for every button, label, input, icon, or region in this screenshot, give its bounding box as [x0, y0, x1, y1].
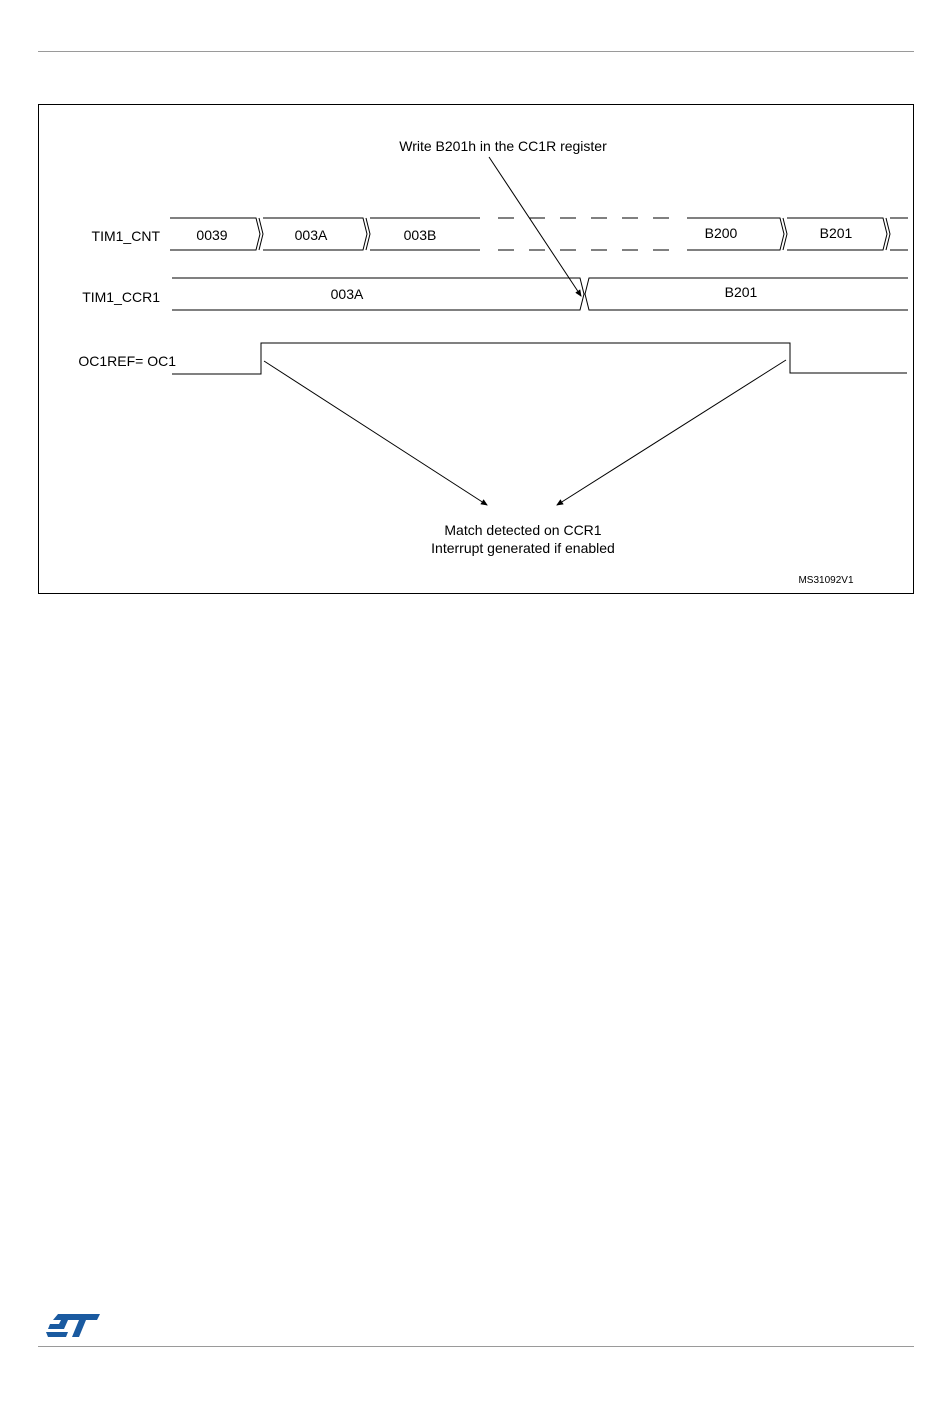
ccr-waveform — [172, 278, 908, 310]
write-arrow — [489, 157, 581, 296]
match-annotation-line1: Match detected on CCR1 — [444, 522, 602, 538]
cnt-signal-label: TIM1_CNT — [91, 228, 160, 244]
cnt-value-4: B201 — [819, 225, 853, 241]
cnt-value-3: B200 — [704, 225, 738, 241]
figure-id: MS31092V1 — [798, 575, 854, 586]
oc-signal-label: OC1REF= OC1 — [78, 353, 176, 369]
ccr-value-1: B201 — [724, 284, 758, 300]
cnt-value-1: 003A — [294, 227, 328, 243]
st-logo-icon — [44, 1312, 102, 1340]
cnt-value-2: 003B — [403, 227, 437, 243]
ccr-signal-label: TIM1_CCR1 — [82, 289, 160, 305]
oc-waveform — [172, 343, 907, 374]
ccr-value-0: 003A — [330, 286, 364, 302]
footer-rule — [38, 1346, 914, 1347]
match-annotation-line2: Interrupt generated if enabled — [431, 540, 615, 556]
match-arrow-left — [264, 361, 487, 505]
write-annotation: Write B201h in the CC1R register — [399, 138, 607, 154]
match-arrow-right — [557, 360, 786, 505]
cnt-value-0: 0039 — [196, 227, 228, 243]
cnt-waveform — [170, 218, 908, 250]
